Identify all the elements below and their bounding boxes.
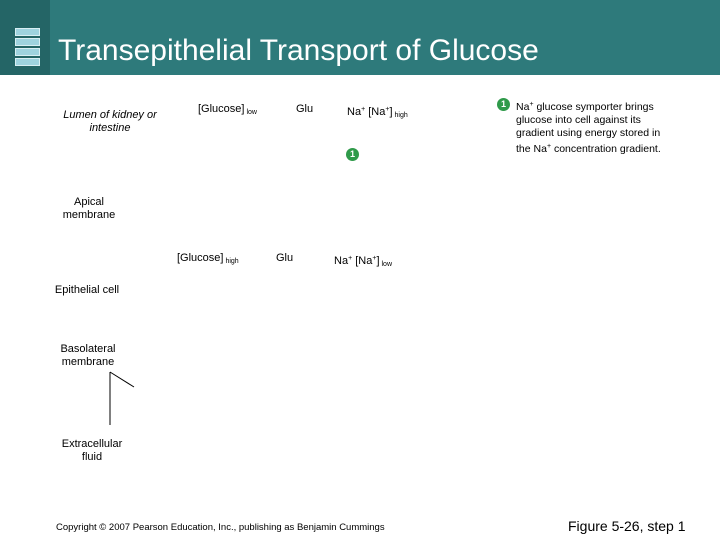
glucose-level: low [246, 109, 257, 116]
na-conc-prefix: [Na [355, 255, 373, 267]
lumen-glucose-conc [198, 103, 257, 119]
cell-glu: Glu [276, 252, 294, 264]
na-label: Na [347, 106, 362, 118]
slide-title: Transepithelial Transport of Glucose [58, 34, 539, 67]
lumen-label: Lumen of kidney or intestine [63, 109, 157, 134]
na-conc-sup: + [385, 106, 390, 113]
na-sup: + [348, 255, 353, 262]
desc-sup: + [546, 143, 552, 150]
na-conc-sup: + [372, 255, 377, 262]
desc-part: glucose symporter brings glucose into cell against its gradient using energy stored in the Na [516, 101, 661, 155]
glucose-label: [Glucose] [198, 103, 245, 115]
na-conc-suffix: ] [376, 255, 380, 267]
desc-sup: + [529, 101, 534, 108]
desc-part: concentration gradient. [551, 143, 661, 155]
cell-na-conc [334, 252, 392, 271]
epithelial-cell-label: Epithelial cell [54, 284, 120, 296]
lumen-glu: Glu [296, 103, 314, 115]
step-1-marker: 1 [346, 148, 359, 161]
extracellular-fluid-label: Extracellular fluid [61, 438, 123, 463]
figure-caption: Figure 5-26, step 1 [568, 518, 686, 534]
na-label: Na [334, 255, 349, 267]
desc-part: Na [516, 101, 530, 113]
na-level: high [394, 112, 408, 119]
copyright-text: Copyright © 2007 Pearson Education, Inc., publishing as Benjamin Cummings [56, 522, 385, 533]
basolateral-membrane-label: Basolateral membrane [60, 343, 116, 368]
step-1-bullet: 1 [497, 98, 510, 111]
step-1-description [516, 98, 676, 156]
apical-membrane-label: Apical membrane [62, 196, 116, 221]
na-conc-prefix: [Na [368, 106, 386, 118]
lumen-na-conc [347, 103, 408, 122]
na-sup: + [361, 106, 366, 113]
na-level: low [381, 261, 393, 268]
na-conc-suffix: ] [389, 106, 393, 118]
glucose-label: [Glucose] [177, 252, 224, 264]
glucose-level: high [225, 258, 239, 265]
leader-line [110, 372, 134, 387]
cell-glucose-conc [177, 252, 239, 268]
